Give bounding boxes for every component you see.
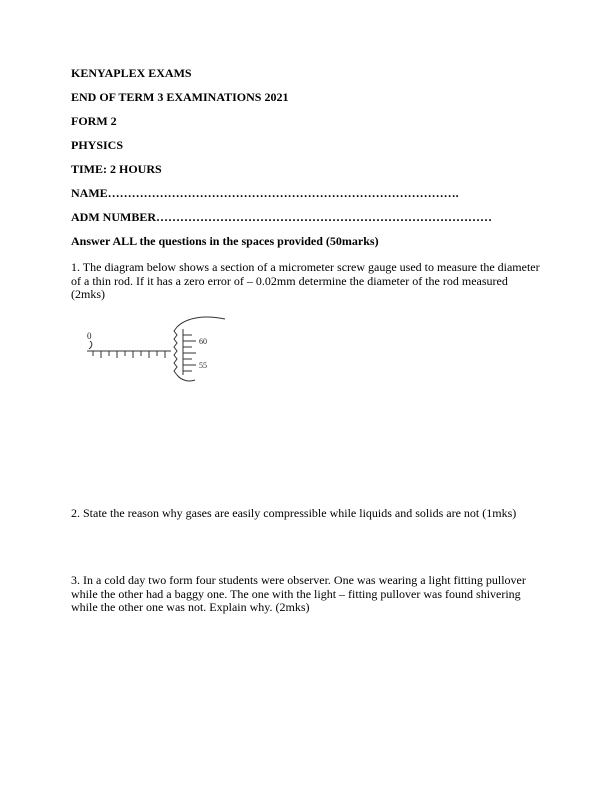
exam-duration: TIME: 2 HOURS [71,162,162,176]
exam-form-level: FORM 2 [71,114,117,128]
exam-header [71,66,542,248]
sleeve-zero-label: 0 [87,330,92,341]
exam-instructions: Answer ALL the questions in the spaces provided (50marks) [71,234,379,248]
name-fill-line: NAME……………………………………………………………………………. [71,186,459,200]
exam-board-title: KENYAPLEX EXAMS [71,66,192,80]
micrometer-diagram-svg [77,314,233,388]
thimble-upper-reading: 60 [199,336,207,346]
sleeve-scale [87,341,171,358]
question-2-text: 2. State the reason why gases are easily compressible while liquids and solids are not (1mks) [71,505,517,520]
thimble-lower-reading: 55 [199,360,207,370]
thimble-scale [174,317,225,381]
question-1-text: 1. The diagram below shows a section of a micrometer screw gauge used to measure the diameter of a thin rod. If it has a zero error of – 0.02mm determine the diameter of the rod measured (2mks) [71,260,540,301]
adm-number-fill-line: ADM NUMBER………………………………………………………………………… [71,210,492,224]
exam-subject: PHYSICS [71,138,124,152]
exam-session-title: END OF TERM 3 EXAMINATIONS 2021 [71,90,289,104]
question-3-text: 3. In a cold day two form four students were observer. One was wearing a light fitting pullover while the other had a baggy one. The one with the light – fitting pullover was found shivering while the other one was not. Explain why. (2mks) [71,573,526,614]
micrometer-diagram [77,314,542,393]
